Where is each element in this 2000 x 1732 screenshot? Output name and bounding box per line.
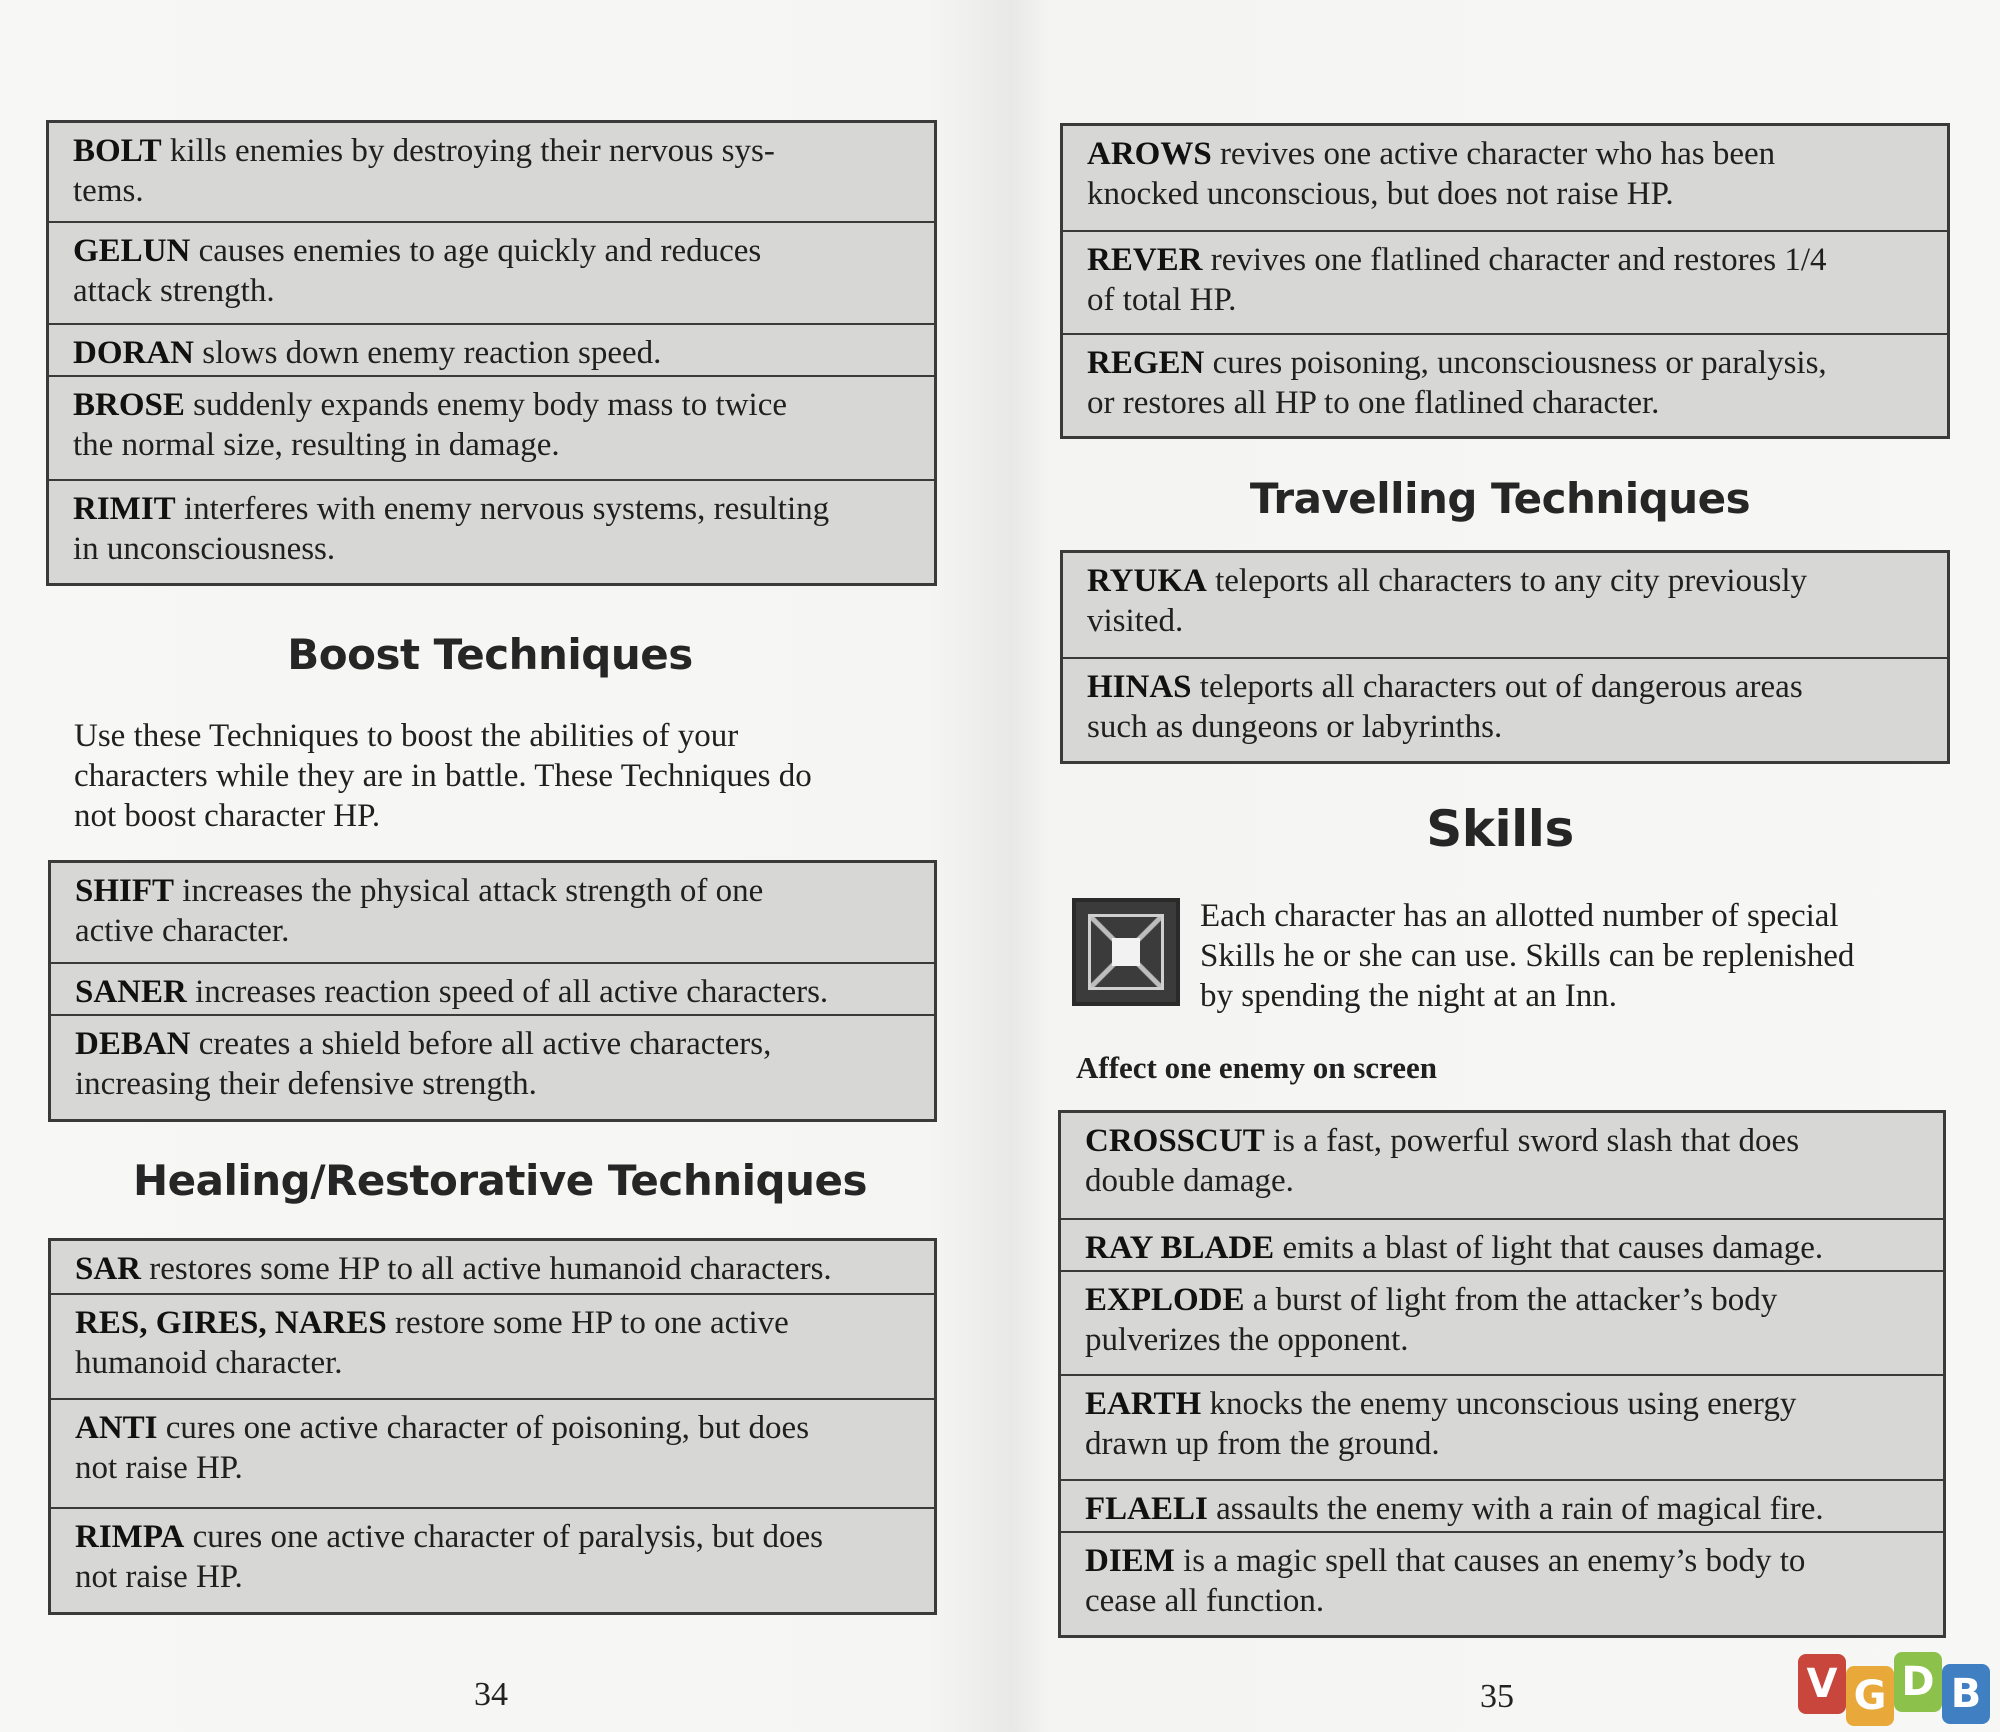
technique-description: tems. (73, 173, 144, 209)
technique-description: increasing their defensive strength. (75, 1066, 537, 1102)
skills-icon (1072, 898, 1180, 1006)
technique-description: humanoid character. (75, 1345, 343, 1381)
technique-description: suddenly expands enemy body mass to twice (184, 387, 788, 423)
technique-row (1063, 333, 1947, 436)
technique-name: EXPLODE (1085, 1282, 1245, 1318)
attack-techniques-table (46, 120, 937, 586)
technique-description: pulverizes the opponent. (1085, 1322, 1409, 1358)
technique-description: cures one active character of paralysis, but does (184, 1519, 824, 1555)
technique-name: SHIFT (75, 873, 175, 909)
technique-row (1061, 1531, 1943, 1635)
technique-name: SANER (75, 974, 187, 1010)
vgdb-letter-d: D (1894, 1652, 1942, 1712)
technique-name: RAY BLADE (1085, 1230, 1275, 1266)
affect-one-enemy-subhead: Affect one enemy on screen (1076, 1050, 1437, 1085)
technique-description: kills enemies by destroying their nervous sys- (161, 133, 775, 169)
technique-row (51, 1507, 934, 1612)
skills-heading: Skills (1426, 800, 1574, 858)
technique-description: slows down enemy reaction speed. (194, 335, 662, 371)
vgdb-letter-g: G (1846, 1666, 1894, 1726)
technique-description: teleports all characters out of dangerous areas (1191, 669, 1803, 705)
technique-description: drawn up from the ground. (1085, 1426, 1440, 1462)
technique-row (1063, 657, 1947, 761)
technique-description: in unconsciousness. (73, 531, 336, 567)
technique-name: BROSE (73, 387, 185, 423)
technique-description: of total HP. (1087, 282, 1237, 318)
technique-description: creates a shield before all active characters, (190, 1026, 772, 1062)
technique-description: assaults the enemy with a rain of magical fire. (1207, 1491, 1824, 1527)
technique-description: active character. (75, 913, 290, 949)
healing-techniques-heading: Healing/Restorative Techniques (133, 1156, 867, 1205)
vgdb-letter-b: B (1942, 1664, 1990, 1724)
text-line: not boost character HP. (74, 798, 381, 834)
technique-description: the normal size, resulting in damage. (73, 427, 560, 463)
text-line: characters while they are in battle. These Techniques do (74, 758, 812, 794)
technique-name: BOLT (73, 133, 162, 169)
technique-description: knocks the enemy unconscious using energy (1201, 1386, 1797, 1422)
technique-name: DIEM (1085, 1543, 1175, 1579)
technique-row (1061, 1113, 1943, 1218)
technique-name: DORAN (73, 335, 194, 371)
technique-description: not raise HP. (75, 1559, 243, 1595)
technique-name: EARTH (1085, 1386, 1202, 1422)
technique-description: double damage. (1085, 1163, 1294, 1199)
technique-name: RYUKA (1087, 563, 1207, 599)
technique-name: AROWS (1087, 136, 1212, 172)
travelling-techniques-heading: Travelling Techniques (1249, 474, 1751, 523)
healing-techniques-table (48, 1238, 937, 1615)
technique-row (49, 323, 934, 375)
technique-name: HINAS (1087, 669, 1192, 705)
boost-techniques-heading: Boost Techniques (287, 630, 693, 679)
technique-description: such as dungeons or labyrinths. (1087, 709, 1503, 745)
technique-row (51, 1014, 934, 1119)
technique-name: RIMIT (73, 491, 176, 527)
vgdb-watermark-logo (1798, 1648, 1994, 1720)
text-line: Each character has an allotted number of special (1200, 898, 1839, 934)
technique-name: RES, GIRES, NARES (75, 1305, 387, 1341)
technique-description: revives one flatlined character and restores 1/4 (1202, 242, 1827, 278)
skills-table (1058, 1110, 1946, 1638)
technique-description: not raise HP. (75, 1450, 243, 1486)
technique-row (51, 1293, 934, 1398)
technique-name: FLAELI (1085, 1491, 1208, 1527)
technique-row (51, 1241, 934, 1293)
technique-row (1061, 1270, 1943, 1374)
technique-description: teleports all characters to any city previously (1206, 563, 1808, 599)
technique-description: knocked unconscious, but does not raise HP. (1087, 176, 1674, 212)
boost-techniques-table (48, 860, 937, 1122)
technique-description: interferes with enemy nervous systems, resulting (175, 491, 830, 527)
technique-row (49, 123, 934, 221)
technique-description: causes enemies to age quickly and reduces (190, 233, 762, 269)
text-line: by spending the night at an Inn. (1200, 978, 1618, 1014)
technique-row (51, 962, 934, 1014)
skills-intro-text (1200, 896, 1960, 1016)
technique-name: ANTI (75, 1410, 158, 1446)
technique-row (51, 863, 934, 962)
technique-row (1063, 553, 1947, 657)
technique-row (1061, 1218, 1943, 1270)
technique-row (49, 375, 934, 479)
technique-row (1063, 230, 1947, 333)
technique-row (1061, 1479, 1943, 1531)
technique-description: visited. (1087, 603, 1184, 639)
technique-description: cures one active character of poisoning, but does (157, 1410, 810, 1446)
page-number-left: 34 (474, 1676, 508, 1713)
technique-name: GELUN (73, 233, 191, 269)
technique-row (1061, 1374, 1943, 1479)
technique-description: or restores all HP to one flatlined character. (1087, 385, 1660, 421)
revive-techniques-table (1060, 123, 1950, 439)
technique-row (1063, 126, 1947, 230)
technique-name: REVER (1087, 242, 1203, 278)
text-line: Use these Techniques to boost the abilities of your (74, 718, 739, 754)
vgdb-letter-v: V (1798, 1654, 1846, 1714)
technique-description: is a magic spell that causes an enemy’s body to (1174, 1543, 1806, 1579)
technique-name: REGEN (1087, 345, 1205, 381)
technique-row (49, 221, 934, 323)
technique-description: is a fast, powerful sword slash that does (1264, 1123, 1800, 1159)
technique-description: cease all function. (1085, 1583, 1325, 1619)
travelling-techniques-table (1060, 550, 1950, 764)
technique-name: SAR (75, 1251, 142, 1287)
technique-description: emits a blast of light that causes damage. (1274, 1230, 1824, 1266)
technique-description: attack strength. (73, 273, 275, 309)
text-line: Skills he or she can use. Skills can be replenished (1200, 938, 1855, 974)
technique-description: restore some HP to one active (386, 1305, 789, 1341)
technique-description: a burst of light from the attacker’s body (1244, 1282, 1778, 1318)
boost-intro-text (74, 716, 954, 836)
technique-row (51, 1398, 934, 1507)
technique-description: revives one active character who has been (1211, 136, 1776, 172)
skills-icon-center (1112, 938, 1140, 966)
technique-description: cures poisoning, unconsciousness or paralysis, (1204, 345, 1827, 381)
technique-row (49, 479, 934, 583)
technique-name: CROSSCUT (1085, 1123, 1265, 1159)
skills-intro-line (1200, 896, 1960, 1016)
boost-intro-line (74, 716, 954, 836)
technique-description: increases the physical attack strength of one (174, 873, 764, 909)
page-number-right: 35 (1480, 1678, 1514, 1715)
technique-description: restores some HP to all active humanoid characters. (141, 1251, 832, 1287)
technique-description: increases reaction speed of all active characters. (186, 974, 829, 1010)
technique-name: RIMPA (75, 1519, 185, 1555)
technique-name: DEBAN (75, 1026, 191, 1062)
